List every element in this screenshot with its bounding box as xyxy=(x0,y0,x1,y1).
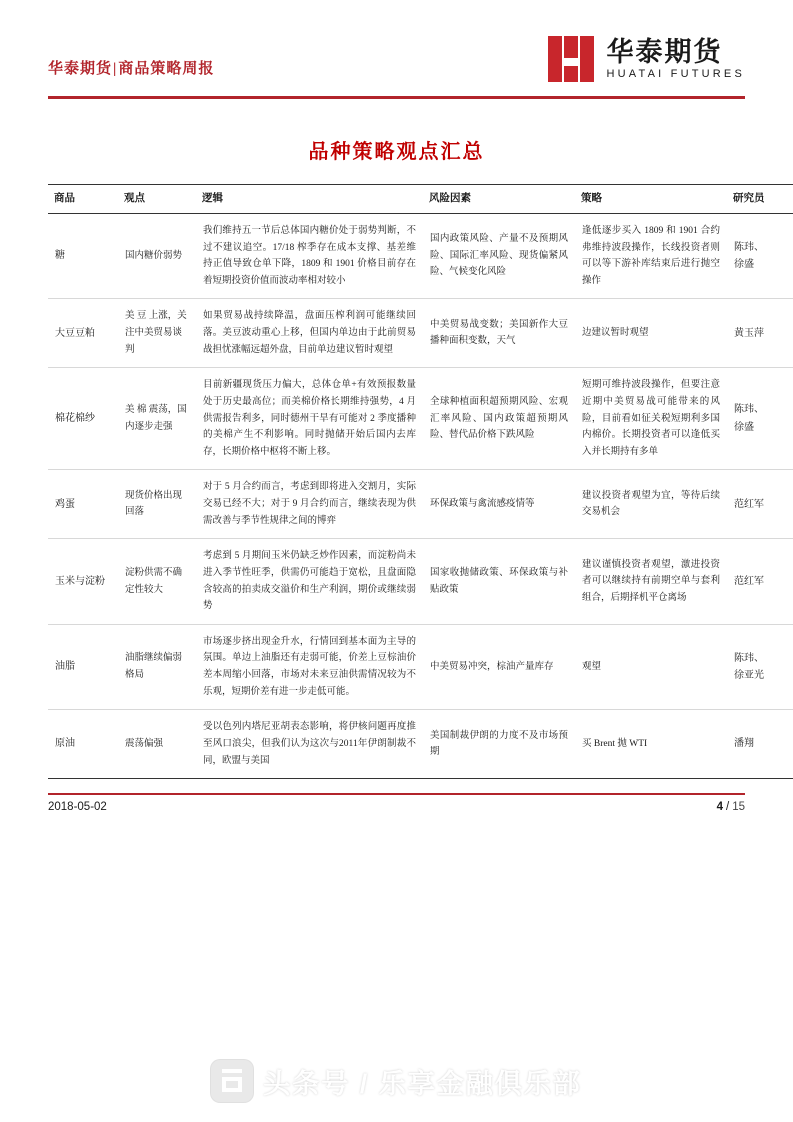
researcher-name: 陈玮、 xyxy=(734,652,764,664)
cell-researcher xyxy=(727,368,793,470)
researcher-name: 陈玮、 xyxy=(734,241,764,253)
table-row xyxy=(48,213,793,299)
header-brand-block xyxy=(48,57,214,92)
watermark-text: 头条号 / 乐享金融俱乐部 xyxy=(263,1068,582,1099)
cell-risk: 中美贸易冲突，棕油产量库存 xyxy=(423,624,575,710)
column-header-commodity: 商品 xyxy=(48,184,118,213)
cell-risk: 国内政策风险、产量不及预期风险、国际汇率风险、现货偏紧风险、气候变化风险 xyxy=(423,213,575,299)
cell-commodity: 大豆豆粕 xyxy=(48,299,118,368)
cell-researcher xyxy=(727,539,793,625)
footer-date: 2018-05-02 xyxy=(48,801,107,814)
table-header-row xyxy=(48,184,793,213)
researcher-name: 范红军 xyxy=(734,575,764,587)
cell-view: 淀粉供需不确定性较大 xyxy=(118,539,196,625)
column-header-risk: 风险因素 xyxy=(423,184,575,213)
cell-logic: 考虑到 5 月期间玉米仍缺乏炒作因素，而淀粉尚未进入季节性旺季，供需仍可能趋于宽松，且盘面隐含较高的拍卖成交溢价和生产利润，期价或继续弱势 xyxy=(196,539,423,625)
page-title: 品种策略观点汇总 xyxy=(308,140,485,163)
cell-commodity: 原油 xyxy=(48,710,118,779)
cell-commodity: 鸡蛋 xyxy=(48,470,118,539)
cell-strategy: 建议投资者观望为宜，等待后续交易机会 xyxy=(575,470,727,539)
cell-view: 震荡偏强 xyxy=(118,710,196,779)
cell-logic: 对于 5 月合约而言，考虑到即将进入交割月，实际交易已经不大；对于 9 月合约而言，继续表现为供需改善与季节性规律之间的博弈 xyxy=(196,470,423,539)
column-header-logic: 逻辑 xyxy=(196,184,423,213)
cell-strategy: 边建议暂时观望 xyxy=(575,299,727,368)
table-row xyxy=(48,299,793,368)
table-row xyxy=(48,710,793,779)
cell-view: 国内糖价弱势 xyxy=(118,213,196,299)
cell-logic: 如果贸易战持续降温，盘面压榨利润可能继续回落。美豆波动重心上移，但国内单边由于此前贸易战担忧涨幅远超外盘，目前单边建议暂时观望 xyxy=(196,299,423,368)
strategy-summary-table xyxy=(48,184,793,780)
table-row xyxy=(48,539,793,625)
header-logo-block xyxy=(548,36,745,92)
cell-strategy: 建议谨慎投资者观望，激进投资者可以继续持有前期空单与套利组合，后期择机平仓离场 xyxy=(575,539,727,625)
logo-text-block xyxy=(606,38,745,81)
page-separator: / xyxy=(726,801,730,814)
header-divider xyxy=(48,96,745,99)
cell-risk: 环保政策与禽流感疫情等 xyxy=(423,470,575,539)
cell-commodity: 糖 xyxy=(48,213,118,299)
cell-risk: 全球种植面积超预期风险、宏观汇率风险、国内政策超预期风险、替代品价格下跌风险 xyxy=(423,368,575,470)
cell-researcher xyxy=(727,470,793,539)
huatai-logo-icon xyxy=(548,36,594,82)
page-footer xyxy=(48,795,745,813)
logo-chinese-name: 华泰期货 xyxy=(606,36,723,67)
cell-commodity: 油脂 xyxy=(48,624,118,710)
page-header xyxy=(48,0,745,92)
page-total: 15 xyxy=(732,801,745,814)
table-row xyxy=(48,624,793,710)
cell-researcher xyxy=(727,213,793,299)
cell-strategy: 观望 xyxy=(575,624,727,710)
cell-researcher xyxy=(727,299,793,368)
column-header-view: 观点 xyxy=(118,184,196,213)
researcher-name: 范红军 xyxy=(734,498,764,510)
column-header-strategy: 策略 xyxy=(575,184,727,213)
researcher-name: 徐盛 xyxy=(734,421,754,433)
cell-logic: 受以色列内塔尼亚胡表态影响，将伊核问题再度推至风口浪尖，但我们认为这次与2011年伊朗制裁不同，欧盟与美国 xyxy=(196,710,423,779)
researcher-name: 徐盛 xyxy=(734,259,754,271)
page-current: 4 xyxy=(716,801,723,814)
table-row xyxy=(48,470,793,539)
cell-logic: 市场逐步挤出现金升水，行情回到基本面为主导的氛围。单边上油脂还有走弱可能，价差上豆棕油价差本周缩小回落，市场对未来豆油供需情况较为不乐观，短期价差有进一步走低可能。 xyxy=(196,624,423,710)
cell-strategy: 短期可维持波段操作，但要注意近期中美贸易战可能带来的风险，目前看如征关税短期利多国内棉价。长期投资者可以逢低买入并长期持有多单 xyxy=(575,368,727,470)
researcher-name: 黄玉萍 xyxy=(734,327,764,339)
brand-name: 华泰期货 xyxy=(48,61,113,77)
brand-subtitle: 商品策略周报 xyxy=(118,61,215,77)
cell-risk: 中美贸易战变数；美国新作大豆播种面积变数，天气 xyxy=(423,299,575,368)
cell-view: 油脂继续偏弱格局 xyxy=(118,624,196,710)
cell-researcher xyxy=(727,624,793,710)
watermark xyxy=(0,1060,793,1102)
cell-risk: 国家收抛储政策、环保政策与补贴政策 xyxy=(423,539,575,625)
cell-commodity: 玉米与淀粉 xyxy=(48,539,118,625)
cell-strategy: 逢低逐步买入 1809 和 1901 合约弗维持波段操作，长线投资者则可以等下游补库结束后进行抛空操作 xyxy=(575,213,727,299)
researcher-name: 潘翔 xyxy=(734,738,754,750)
table-row xyxy=(48,368,793,470)
cell-strategy: 买 Brent 抛 WTI xyxy=(575,710,727,779)
toutiao-icon xyxy=(211,1060,253,1102)
cell-researcher xyxy=(727,710,793,779)
cell-view: 美 豆 上涨，关注中美贸易谈判 xyxy=(118,299,196,368)
logo-english-name: HUATAI FUTURES xyxy=(606,67,745,80)
column-header-researcher: 研究员 xyxy=(727,184,793,213)
researcher-name: 徐亚光 xyxy=(734,670,764,681)
cell-view: 现货价格出现回落 xyxy=(118,470,196,539)
brand-line xyxy=(48,57,214,78)
brand-separator: | xyxy=(113,61,118,77)
cell-view: 美 棉 震荡，国内逐步走强 xyxy=(118,368,196,470)
cell-logic: 我们维持五一节后总体国内糖价处于弱势判断，不过不建议追空。17/18 榨季存在成本支撑、基差维持正值导致仓单下降，1809 和 1901 价格目前存在着短期投资价值而波动率相对较小 xyxy=(196,213,423,299)
researcher-name: 陈玮、 xyxy=(734,404,764,416)
cell-logic: 目前新疆现货压力偏大，总体仓单+有效预报数量处于历史最高位；而美棉价格长期维持强势，4 月供需报告利多，同时德州干旱有可能对 2 季度播种的美棉产生不利影响。同时抛储开始后国内去库存，长期价格中枢将不断上移。 xyxy=(196,368,423,470)
cell-commodity: 棉花棉纱 xyxy=(48,368,118,470)
cell-risk: 美国制裁伊朗的力度不及市场预期 xyxy=(423,710,575,779)
page-number xyxy=(717,801,745,813)
